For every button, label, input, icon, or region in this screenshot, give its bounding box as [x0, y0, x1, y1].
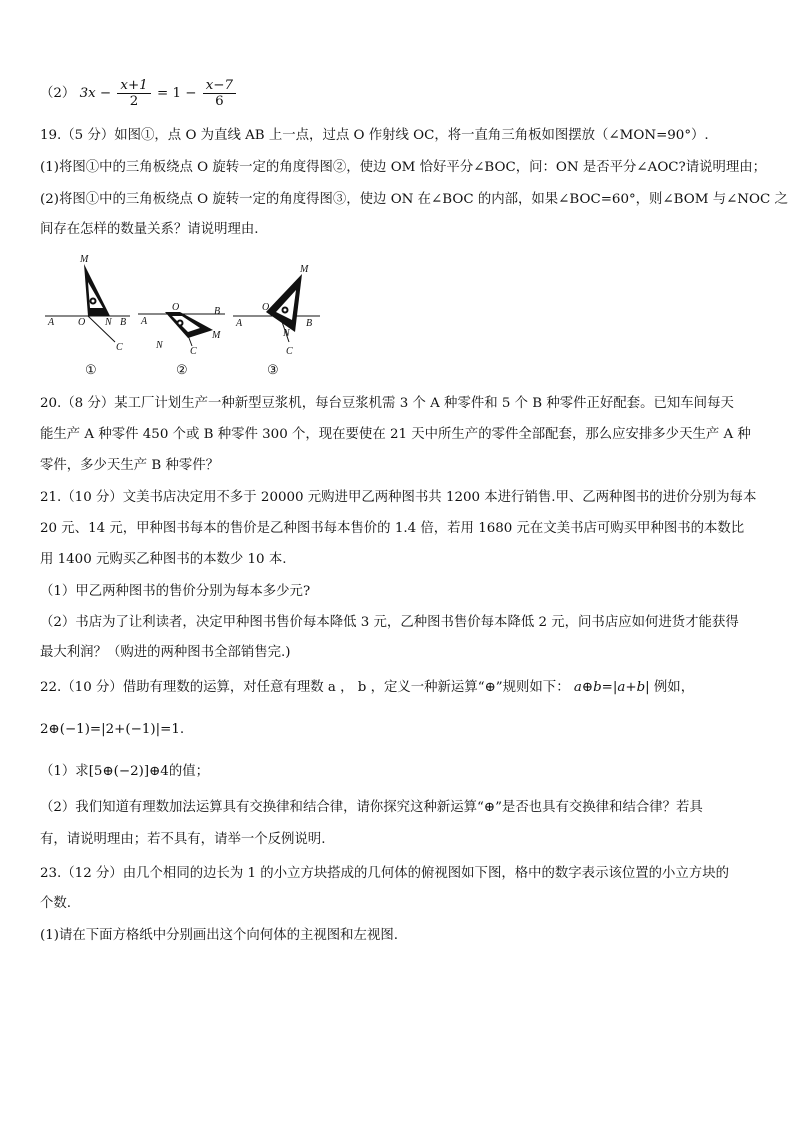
q21-sub1: （1）甲乙两种图书的售价分别为每本多少元? — [40, 584, 311, 599]
q22-sub2-line2: 有，请说明理由；若不具有，请举一个反例说明. — [40, 832, 326, 847]
q19-heading: 19.（5 分）如图①，点 O 为直线 AB 上一点，过点 O 作射线 OC，将一直角三角板如图摆放（∠MON=90°）. — [40, 128, 709, 143]
q21-line2: 20 元、14 元，甲种图书每本的售价是乙种图书每本售价的 1.4 倍，若用 1680 元在文美书店可购买甲种图书的本数比 — [40, 521, 745, 536]
q22-sub1: （1）求[5⊕(−2)]⊕4的值； — [40, 764, 209, 779]
svg-text:O: O — [78, 317, 86, 328]
svg-text:M: M — [300, 264, 309, 275]
figure-2-label: ② — [176, 362, 188, 377]
figure-2 — [138, 302, 225, 357]
fraction-2: $\frac{x-7}{6}$ — [203, 78, 236, 109]
svg-text:A: A — [141, 316, 148, 327]
svg-text:A: A — [236, 318, 243, 329]
svg-text:C: C — [286, 346, 293, 357]
q20-line2: 能生产 A 种零件 450 个或 B 种零件 300 个，现在要使在 21 天中所生产的零件全部配套，那么应安排多少天生产 A 种 — [40, 427, 751, 442]
q21-line3: 用 1400 元购买乙种图书的本数少 10 本. — [40, 552, 287, 567]
svg-text:M: M — [80, 254, 89, 265]
figure-1 — [45, 254, 130, 353]
q21-sub2-line2: 最大利润？（购进的两种图书全部销售完.) — [40, 645, 291, 660]
q21-sub2-line1: （2）书店为了让利读者，决定甲种图书售价每本降低 3 元，乙种图书售价每本降低 2 元，问书店应如何进货才能获得 — [40, 615, 739, 630]
equation-label: （2） — [40, 86, 76, 101]
svg-text:B: B — [214, 306, 221, 317]
svg-text:N: N — [156, 340, 163, 351]
svg-text:O: O — [262, 302, 270, 313]
q19-part2-line1: (2)将图①中的三角板绕点 O 旋转一定的角度得图③，使边 ON 在∠BOC 的内部，如果∠BOC=60°，则∠BOM 与∠NOC 之 — [40, 192, 788, 207]
svg-text:C: C — [190, 346, 197, 357]
figure-3 — [233, 264, 320, 357]
q23-part1: (1)请在下面方格纸中分别画出这个向何体的主视图和左视图. — [40, 928, 398, 943]
svg-text:M: M — [212, 330, 221, 341]
q23-line2: 个数. — [40, 896, 72, 911]
equation-2: （2） 3x − $\frac{x+1}{2}$ = 1 − $\frac{x-7}{6}$ — [40, 78, 238, 109]
q22-expression: [5⊕(−2)]⊕4 — [88, 764, 169, 779]
svg-text:N: N — [105, 317, 112, 328]
svg-text:O: O — [172, 302, 180, 313]
svg-text:B: B — [306, 318, 313, 329]
q21-line1: 21.（10 分）文美书店决定用不多于 20000 元购进甲乙两种图书共 1200 本进行销售.甲、乙两种图书的进价分别为每本 — [40, 490, 757, 505]
svg-text:C: C — [116, 342, 123, 353]
q23-line1: 23.（12 分）由几个相同的边长为 1 的小立方块搭成的几何体的俯视图如下图，格中的数字表示该位置的小立方块的 — [40, 866, 729, 881]
q19-figures — [0, 250, 794, 390]
q22-sub2-line1: （2）我们知道有理数加法运算具有交换律和结合律，请你探究这种新运算“⊕”是否也具有交换律和结合律？若具 — [40, 800, 703, 815]
svg-text:N: N — [283, 328, 290, 339]
fraction-1: $\frac{x+1}{2}$ — [117, 78, 150, 109]
figure-1-label: ① — [85, 362, 97, 377]
q22-rule: a⊕b=|a+b| — [573, 680, 650, 695]
svg-text:A: A — [48, 317, 55, 328]
figure-3-label: ③ — [267, 362, 279, 377]
svg-text:B: B — [120, 317, 127, 328]
q19-part1: (1)将图①中的三角板绕点 O 旋转一定的角度得图②，使边 OM 恰好平分∠BOC，问：ON 是否平分∠AOC?请说明理由； — [40, 160, 767, 175]
q20-line1: 20.（8 分）某工厂计划生产一种新型豆浆机，每台豆浆机需 3 个 A 种零件和 5 个 B 种零件正好配套。已知车间每天 — [40, 396, 734, 411]
q19-part2-line2: 间存在怎样的数量关系？请说明理由. — [40, 222, 259, 237]
q20-line3: 零件，多少天生产 B 种零件？ — [40, 458, 220, 473]
q22-line1: 22.（10 分）借助有理数的运算，对任意有理数 a ， b ，定义一种新运算“⊕”规则如下： a⊕b=|a+b| 例如， — [40, 680, 695, 695]
q22-example: 2⊕(−1)=|2+(−1)|=1. — [40, 722, 185, 737]
